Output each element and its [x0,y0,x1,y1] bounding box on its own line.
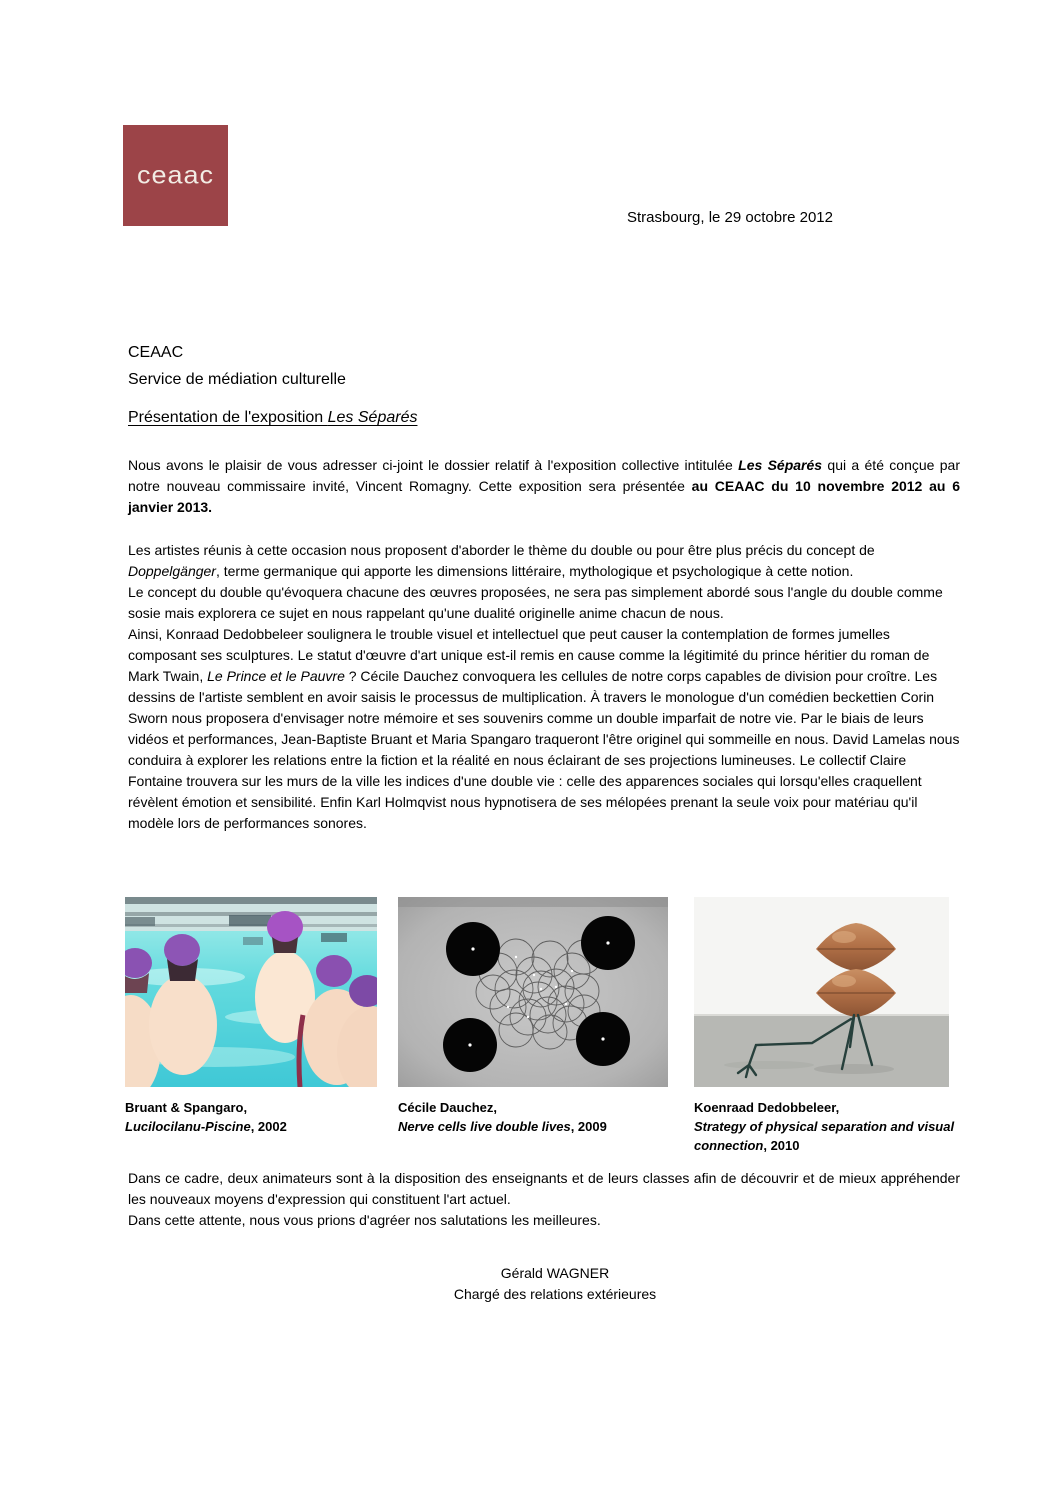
figure-dauchez [398,897,668,1136]
org-name: CEAAC [128,344,184,361]
figure-bruant-spangaro [125,897,377,1136]
overlapping-circles-artwork [398,897,668,1087]
figure-caption [694,1098,959,1155]
ceaac-logo [123,125,228,226]
org-service: Service de médiation culturelle [128,371,346,388]
paragraph-mediation: Dans ce cadre, deux animateurs sont à la disposition des enseignants et de leurs classes afin de découvrir et de mieux appréhender les nouveaux moyens d'expression qui constituent l'art actuel. [128,1170,960,1207]
signature-name: Gérald WAGNER [500,1265,610,1281]
figure-title: Strategy of physical separation and visual connection, 2010 [694,1119,955,1153]
paragraph-closing [128,1168,960,1231]
signature-role: Chargé des relations extérieures [453,1286,657,1302]
org-block [128,339,346,393]
paragraph-body [128,540,960,834]
ceaac-logo-text: ceaac [136,161,215,189]
exhibition-heading-text: Présentation de l'exposition Les Séparés [128,409,418,426]
paragraph-concept-2: Le concept du double qu'évoquera chacune des œuvres proposées, ne sera pas simplement abordé sous l'angle du double comme sosie mais explorera ce sujet en nous rappelant qu'une dualité originelle anime chacun de nous. [128,584,943,621]
paragraph-concept-1: Les artistes réunis à cette occasion nous proposent d'aborder le thème du double ou pour être plus précis du concept de Doppelgänger, terme germanique qui apporte les dimensions littéraire, mythologique et psychologique à cette notion. [128,542,875,579]
signature-block [128,1263,982,1305]
figure-dedobbeleer [694,897,959,1155]
figure-title: Lucilocilanu-Piscine, 2002 [125,1119,287,1134]
paragraph-salutation: Dans cette attente, nous vous prions d'agréer nos salutations les meilleures. [128,1212,601,1228]
exhibition-heading [128,409,417,427]
figure-caption [125,1098,377,1136]
paragraph-artists: Ainsi, Konraad Dedobbeleer soulignera le trouble visuel et intellectuel que peut causer la contemplation de formes jumelles composant ses sculptures. Le statut d'œuvre d'art unique est-il remis en cause comme la légitimité du prince héritier du roman de Mark Twain, Le Prince et le Pauvre ? Cécile Dauchez convoquera les cellules de notre corps capables de division pour croître. Les dessins de l'artiste semblent en avoir saisis le processus de multiplication. À travers le monologue d'un comédien beckettien Corin Sworn nous proposera d'envisager notre mémoire et ses souvenirs comme un double imparfait de notre vie. Par le biais de leurs vidéos et performances, Jean-Baptiste Bruant et Maria Spangaro traqueront l'être originel qui sommeille en nous. David Lamelas nous conduira à explorer les relations entre la fiction et la réalité en nous éclairant de ses projections lumineuses. Le collectif Claire Fontaine trouvera sur les murs de la ville les indices d'une double vie : celle des apparences sociales qui lorsqu'elles craquellent révèlent émotion et sensibilité. Enfin Karl Holmqvist nous hypnotisera de ses mélopées prenant la seule voix pour matériau qu'il modèle lors de performances sonores. [128,626,960,831]
paragraph-intro: Nous avons le plaisir de vous adresser ci-joint le dossier relatif à l'exposition collective intitulée Les Séparés qui a été conçue par notre nouveau commissaire invité, Vincent Romagny. Cette exposition sera présentée au CEAAC du 10 novembre 2012 au 6 janvier 2013. [128,457,961,515]
figure-title: Nerve cells live double lives, 2009 [398,1119,607,1134]
figure-caption [398,1098,668,1136]
figure-artist: Cécile Dauchez, [398,1100,497,1115]
figure-artist: Koenraad Dedobbeleer, [694,1100,840,1115]
tripod-sculpture-photograph [694,897,949,1087]
date-line: Strasbourg, le 29 octobre 2012 [627,209,833,226]
figure-artist: Bruant & Spangaro, [125,1100,248,1115]
pool-swimmers-photograph [125,897,377,1087]
